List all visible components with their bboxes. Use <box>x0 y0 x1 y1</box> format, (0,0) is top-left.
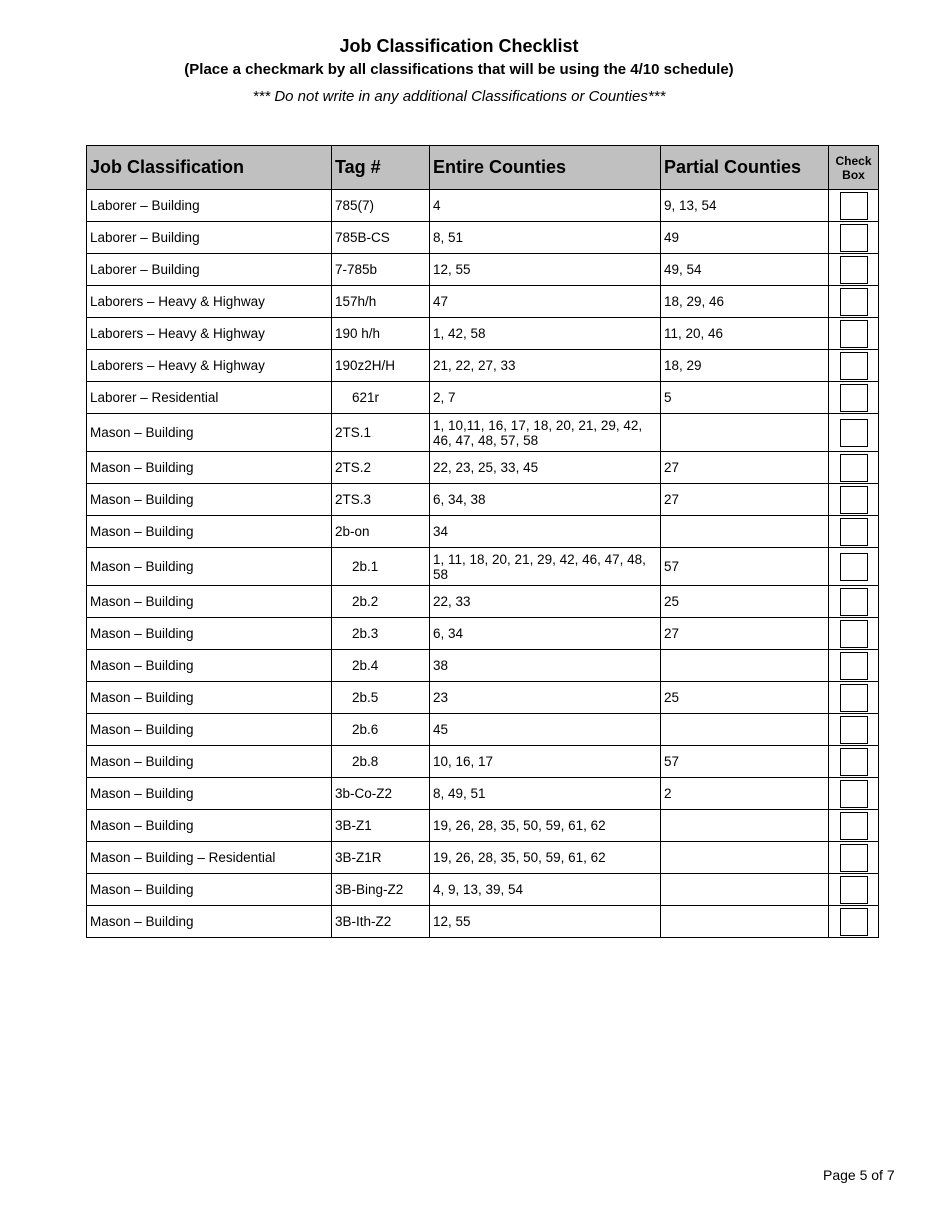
tag-cell: 2TS.2 <box>332 452 430 484</box>
entire-counties-cell: 21, 22, 27, 33 <box>430 350 661 382</box>
table-row <box>87 746 879 778</box>
page-subtitle: (Place a checkmark by all classifications that will be using the 4/10 schedule) <box>184 61 734 78</box>
entire-counties-cell: 34 <box>430 516 661 548</box>
tag-cell: 2b.3 <box>332 618 430 650</box>
column-header-entire-counties: Entire Counties <box>430 146 661 190</box>
check-box-cell <box>829 618 879 650</box>
check-box-cell <box>829 350 879 382</box>
tag-cell: 7-785b <box>332 254 430 286</box>
partial-counties-cell: 25 <box>661 586 829 618</box>
partial-counties-cell <box>661 650 829 682</box>
classification-cell: Mason – Building – Residential <box>87 842 332 874</box>
tag-cell: 2b.1 <box>332 548 430 586</box>
checkbox[interactable] <box>840 352 868 380</box>
checkbox[interactable] <box>840 876 868 904</box>
tag-cell: 3B-Z1R <box>332 842 430 874</box>
classification-cell: Laborer – Building <box>87 222 332 254</box>
classification-cell: Mason – Building <box>87 906 332 938</box>
tag-cell: 2TS.3 <box>332 484 430 516</box>
table-row <box>87 810 879 842</box>
check-box-cell <box>829 810 879 842</box>
checkbox[interactable] <box>840 684 868 712</box>
tag-cell: 785B-CS <box>332 222 430 254</box>
check-box-cell <box>829 714 879 746</box>
check-box-cell <box>829 650 879 682</box>
classification-cell: Mason – Building <box>87 650 332 682</box>
partial-counties-cell <box>661 906 829 938</box>
entire-counties-cell: 23 <box>430 682 661 714</box>
entire-counties-cell: 8, 51 <box>430 222 661 254</box>
checkbox[interactable] <box>840 518 868 546</box>
checkbox[interactable] <box>840 780 868 808</box>
tag-cell: 2b.4 <box>332 650 430 682</box>
tag-cell: 785(7) <box>332 190 430 222</box>
entire-counties-cell: 1, 11, 18, 20, 21, 29, 42, 46, 47, 48, 58 <box>430 548 661 586</box>
checkbox[interactable] <box>840 288 868 316</box>
partial-counties-cell: 25 <box>661 682 829 714</box>
column-header-tag: Tag # <box>332 146 430 190</box>
check-box-cell <box>829 682 879 714</box>
check-box-cell <box>829 318 879 350</box>
tag-cell: 2b.6 <box>332 714 430 746</box>
partial-counties-cell: 27 <box>661 484 829 516</box>
table-row <box>87 254 879 286</box>
table-row <box>87 778 879 810</box>
check-box-cell <box>829 874 879 906</box>
check-header-line-2: Box <box>842 167 865 182</box>
check-box-cell <box>829 778 879 810</box>
classification-cell: Mason – Building <box>87 618 332 650</box>
tag-cell: 2TS.1 <box>332 414 430 452</box>
entire-counties-cell: 12, 55 <box>430 906 661 938</box>
classification-cell: Mason – Building <box>87 452 332 484</box>
entire-counties-cell: 45 <box>430 714 661 746</box>
tag-cell: 3B-Bing-Z2 <box>332 874 430 906</box>
partial-counties-cell: 49, 54 <box>661 254 829 286</box>
page-title: Job Classification Checklist <box>339 36 579 56</box>
partial-counties-cell: 5 <box>661 382 829 414</box>
partial-counties-cell <box>661 414 829 452</box>
table-row <box>87 190 879 222</box>
entire-counties-cell: 8, 49, 51 <box>430 778 661 810</box>
partial-counties-cell: 11, 20, 46 <box>661 318 829 350</box>
checkbox[interactable] <box>840 716 868 744</box>
table-row <box>87 286 879 318</box>
classification-cell: Mason – Building <box>87 714 332 746</box>
table-row <box>87 874 879 906</box>
classification-cell: Laborers – Heavy & Highway <box>87 318 332 350</box>
check-box-cell <box>829 414 879 452</box>
check-box-cell <box>829 484 879 516</box>
check-box-cell <box>829 906 879 938</box>
entire-counties-cell: 4, 9, 13, 39, 54 <box>430 874 661 906</box>
tag-cell: 3B-Ith-Z2 <box>332 906 430 938</box>
tag-cell: 2b.8 <box>332 746 430 778</box>
classification-table <box>86 145 879 938</box>
check-box-cell <box>829 842 879 874</box>
entire-counties-cell: 19, 26, 28, 35, 50, 59, 61, 62 <box>430 810 661 842</box>
table-row <box>87 548 879 586</box>
entire-counties-cell: 19, 26, 28, 35, 50, 59, 61, 62 <box>430 842 661 874</box>
table-row <box>87 382 879 414</box>
check-box-cell <box>829 516 879 548</box>
checkbox[interactable] <box>840 908 868 936</box>
entire-counties-cell: 38 <box>430 650 661 682</box>
check-box-cell <box>829 254 879 286</box>
column-header-partial-counties: Partial Counties <box>661 146 829 190</box>
checkbox[interactable] <box>840 192 868 220</box>
partial-counties-cell: 2 <box>661 778 829 810</box>
entire-counties-cell: 1, 10,11, 16, 17, 18, 20, 21, 29, 42, 46, 47, 48, 57, 58 <box>430 414 661 452</box>
checkbox[interactable] <box>840 652 868 680</box>
tag-cell: 621r <box>332 382 430 414</box>
table-row <box>87 618 879 650</box>
tag-cell: 190 h/h <box>332 318 430 350</box>
tag-cell: 2b.2 <box>332 586 430 618</box>
tag-cell: 190z2H/H <box>332 350 430 382</box>
table-row <box>87 586 879 618</box>
partial-counties-cell: 9, 13, 54 <box>661 190 829 222</box>
checkbox[interactable] <box>840 320 868 348</box>
classification-cell: Mason – Building <box>87 586 332 618</box>
classification-cell: Laborers – Heavy & Highway <box>87 286 332 318</box>
table-row <box>87 414 879 452</box>
entire-counties-cell: 1, 42, 58 <box>430 318 661 350</box>
partial-counties-cell: 57 <box>661 746 829 778</box>
classification-cell: Laborer – Building <box>87 190 332 222</box>
check-box-cell <box>829 452 879 484</box>
entire-counties-cell: 22, 33 <box>430 586 661 618</box>
table-row <box>87 452 879 484</box>
entire-counties-cell: 10, 16, 17 <box>430 746 661 778</box>
column-header-classification: Job Classification <box>87 146 332 190</box>
checkbox[interactable] <box>840 588 868 616</box>
checkbox[interactable] <box>840 454 868 482</box>
table-header-row <box>87 146 879 190</box>
partial-counties-cell: 49 <box>661 222 829 254</box>
checkbox[interactable] <box>840 748 868 776</box>
checkbox[interactable] <box>840 256 868 284</box>
table-row <box>87 842 879 874</box>
table-row <box>87 318 879 350</box>
partial-counties-cell <box>661 516 829 548</box>
checkbox[interactable] <box>840 812 868 840</box>
checkbox[interactable] <box>840 384 868 412</box>
check-box-cell <box>829 586 879 618</box>
entire-counties-cell: 6, 34, 38 <box>430 484 661 516</box>
classification-cell: Laborer – Building <box>87 254 332 286</box>
checkbox[interactable] <box>840 486 868 514</box>
partial-counties-cell <box>661 842 829 874</box>
table-row <box>87 516 879 548</box>
partial-counties-cell: 27 <box>661 452 829 484</box>
classification-cell: Mason – Building <box>87 874 332 906</box>
entire-counties-cell: 2, 7 <box>430 382 661 414</box>
check-box-cell <box>829 286 879 318</box>
entire-counties-cell: 12, 55 <box>430 254 661 286</box>
checkbox[interactable] <box>840 224 868 252</box>
classification-cell: Mason – Building <box>87 548 332 586</box>
table-row <box>87 682 879 714</box>
classification-cell: Mason – Building <box>87 810 332 842</box>
tag-cell: 157h/h <box>332 286 430 318</box>
entire-counties-cell: 4 <box>430 190 661 222</box>
table-row <box>87 906 879 938</box>
check-box-cell <box>829 190 879 222</box>
page-number: Page 5 of 7 <box>823 1167 895 1183</box>
entire-counties-cell: 22, 23, 25, 33, 45 <box>430 452 661 484</box>
classification-cell: Mason – Building <box>87 484 332 516</box>
tag-cell: 3B-Z1 <box>332 810 430 842</box>
check-box-cell <box>829 382 879 414</box>
partial-counties-cell: 27 <box>661 618 829 650</box>
check-header-line-1: Check <box>835 153 872 168</box>
entire-counties-cell: 6, 34 <box>430 618 661 650</box>
classification-cell: Mason – Building <box>87 682 332 714</box>
table-row <box>87 350 879 382</box>
table-row <box>87 714 879 746</box>
tag-cell: 2b.5 <box>332 682 430 714</box>
checkbox[interactable] <box>840 553 868 581</box>
partial-counties-cell: 18, 29, 46 <box>661 286 829 318</box>
partial-counties-cell: 57 <box>661 548 829 586</box>
partial-counties-cell <box>661 874 829 906</box>
tag-cell: 2b-on <box>332 516 430 548</box>
classification-cell: Laborer – Residential <box>87 382 332 414</box>
checkbox[interactable] <box>840 419 868 447</box>
partial-counties-cell <box>661 810 829 842</box>
classification-cell: Mason – Building <box>87 414 332 452</box>
classification-cell: Mason – Building <box>87 746 332 778</box>
classification-cell: Laborers – Heavy & Highway <box>87 350 332 382</box>
partial-counties-cell <box>661 714 829 746</box>
checkbox[interactable] <box>840 620 868 648</box>
table-row <box>87 484 879 516</box>
table-row <box>87 650 879 682</box>
entire-counties-cell: 47 <box>430 286 661 318</box>
column-header-check-box <box>829 146 879 190</box>
partial-counties-cell: 18, 29 <box>661 350 829 382</box>
table-row <box>87 222 879 254</box>
classification-cell: Mason – Building <box>87 778 332 810</box>
checkbox[interactable] <box>840 844 868 872</box>
classification-cell: Mason – Building <box>87 516 332 548</box>
tag-cell: 3b-Co-Z2 <box>332 778 430 810</box>
instruction-note: *** Do not write in any additional Classifications or Counties*** <box>252 88 666 105</box>
check-box-cell <box>829 222 879 254</box>
check-box-cell <box>829 746 879 778</box>
check-box-cell <box>829 548 879 586</box>
